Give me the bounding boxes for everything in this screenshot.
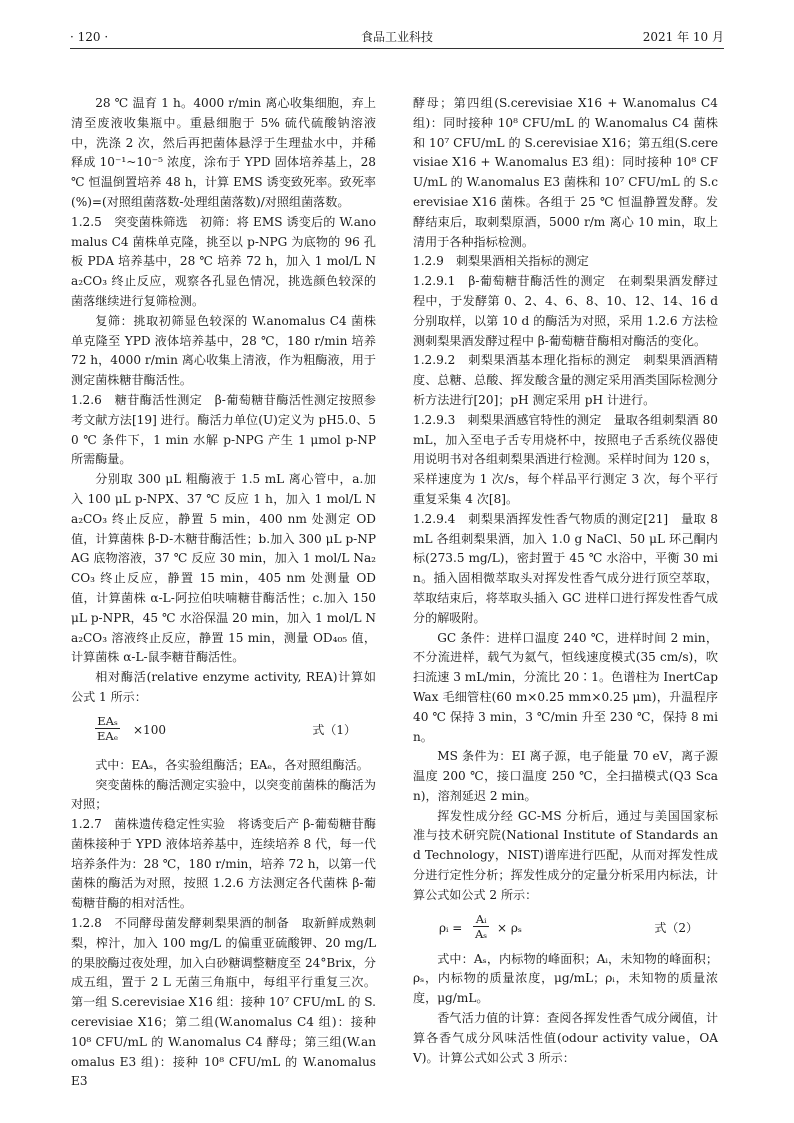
paragraph: MS 条件为：EI 离子源，电子能量 70 eV，离子源温度 200 ℃，接口温度 250 ℃，全扫描模式(Q3 Scan)，溶剂延迟 2 min。 [413,749,718,803]
numerator: EAₛ [95,714,120,729]
formula-2 [413,908,718,948]
numerator: Aᵢ [473,912,489,927]
section-1-2-9-2: 1.2.9.2 刺梨果酒基本理化指标的测定 刺梨果酒酒精度、总糖、总酸、挥发酸含量的测定采用酒类国际检测分析方法进行[20]；pH 测定采用 pH 计进行。 [413,353,718,407]
multiplier: × ρₛ [497,920,522,935]
page-number: · 120 · [70,30,109,44]
fraction [95,714,120,743]
paragraph: 相对酶活(relative enzyme activity, REA)计算如公式 1 所示： [71,670,376,704]
equation-number: 式（2） [654,920,698,935]
fraction [473,912,489,941]
issue-date: 2021 年 10 月 [642,30,724,44]
paragraph: 酵母；第四组(S.cerevisiae X16 + W.anomalus C4 组)：同时接种 10⁸ CFU/mL 的 W.anomalus C4 菌株和 10⁷ CFU/mL 的 S.cerevisiae X16；第五组(S.cerevisiae X16 + W.anomalus E3 组)：同时接种 10⁸ CFU/mL 的 W.anomalus E3 菌株和 10⁷ CFU/mL 的 S.cerevisiae X16 菌株。各组于 25 ℃ 恒温静置发酵。发酵结束后，取刺梨原酒，5000 r/m 离心 10 min，取上清用于各种指标检测。 [413,96,718,249]
paragraph: 分别取 300 μL 粗酶液于 1.5 mL 离心管中，a.加入 100 μL p-NPX、37 ℃ 反应 1 h，加入 1 mol/L Na₂CO₃ 终止反应，静置 5 min，400 nm 处测定 OD 值，计算菌株 β-D-木糖苷酶活性；b.加入 300 μL p-NPAG 底物溶液，37 ℃ 反应 30 min，加入 1 mol/L Na₂CO₃ 终止反应，静置 15 min，405 nm 处测量 OD 值，计算菌株 α-L-阿拉伯呋喃糖苷酶活性；c.加入 150 μL p-NPR，45 ℃ 水浴保温 20 min，加入 1 mol/L Na₂CO₃ 溶液终止反应，静置 15 min，测量 OD₄₀₅ 值，计算菌株 α-L-鼠李糖苷酶活性。 [71,472,376,665]
paragraph: 挥发性成分经 GC-MS 分析后，通过与美国国家标准与技术研究院(National Institute of Standards and Technology，NIST)谱库进行匹配，从而对挥发性成分进行定性分析；挥发性成分的定量分析采用内标法，计算公式如公式 2 所示： [413,808,718,902]
section-1-2-7: 1.2.7 菌株遗传稳定性实验 将诱变后产 β-葡萄糖苷酶菌株接种于 YPD 液体培养基中，连续培养 8 代，每一代培养条件为：28 ℃，180 r/min，培养 72 h，以第一代菌株的酶活为对照，按照 1.2.6 方法测定各代菌株 β-葡萄糖苷酶的相对活性。 [71,817,376,911]
equation-number: 式（1） [312,722,356,737]
left-column [71,94,376,1092]
paragraph: GC 条件：进样口温度 240 ℃，进样时间 2 min，不分流进样，载气为氦气，恒线速度模式(35 cm/s)，吹扫流速 3 mL/min，分流比 20∶1。色谱柱为 InertCap Wax 毛细管柱(60 m×0.25 mm×0.25 μm)，升温程序 40 ℃ 保持 3 min，3 ℃/min 升至 230 ℃，保持 8 min。 [413,630,718,744]
section-1-2-5: 1.2.5 突变菌株筛选 初筛：将 EMS 诱变后的 W.anomalus C4 菌株单克隆，挑至以 p-NPG 为底物的 96 孔板 PDA 培养基中，28 ℃ 培养 72 h，加入 1 mol/L Na₂CO₃ 终止反应，观察各孔显色情况，挑选颜色较深的菌落继续进行复筛检测。 [71,214,376,308]
formula-1 [71,710,376,754]
denominator: EAₑ [97,728,119,743]
right-column [413,94,718,1068]
section-1-2-8: 1.2.8 不同酵母菌发酵刺梨果酒的制备 取新鲜成熟刺梨，榨汁，加入 100 mg/L 的偏重亚硫酸钾、20 mg/L 的果胶酶过夜处理，加入白砂糖调整糖度至 24°Brix，分成五组，置于 2 L 无菌三角瓶中，每组平行重复三次。第一组 S.cerevisiae X16 组：接种 10⁷ CFU/mL 的 S.cerevisiae X16；第二组(W.anomalus C4 组)：接种 10⁸ CFU/mL 的 W.anomalus C4 酵母；第三组(W.anomalus E3 组)：接种 10⁸ CFU/mL 的 W.anomalus E3 [71,916,376,1089]
multiplier: ×100 [133,722,166,737]
paragraph: 复筛：挑取初筛显色较深的 W.anomalus C4 菌株单克隆至 YPD 液体培养基中，28 ℃，180 r/min 培养 72 h，4000 r/min 离心收集上清液，作为粗酶液，用于测定菌株糖苷酶活性。 [71,313,376,388]
section-1-2-9-3: 1.2.9.3 刺梨果酒感官特性的测定 量取各组刺梨酒 80 mL，加入至电子舌专用烧杯中，按照电子舌系统仪器使用说明书对各组刺梨果酒进行检测。采样时间为 120 s，采样速度为 1 次/s，每个样品平行测定 3 次，每个平行重复采集 4 次[8]。 [413,412,718,506]
paragraph: 香气活力值的计算：查阅各挥发性香气成分阈值，计算各香气成分风味活性值(odour activity value，OAV)。计算公式如公式 3 所示： [413,1011,718,1065]
journal-name: 食品工业科技 [360,30,433,44]
paragraph: 式中：EAₛ，各实验组酶活；EAₑ，各对照组酶活。 [95,757,369,772]
running-header [70,26,724,49]
formula-lhs: ρᵢ = [439,920,463,935]
section-1-2-6: 1.2.6 糖苷酶活性测定 β-葡萄糖苷酶活性测定按照参考文献方法[19] 进行。酶活力单位(U)定义为 pH5.0、50 ℃ 条件下，1 min 水解 p-NPG 产生 1 μmol p-NP 所需酶量。 [71,392,376,467]
section-1-2-9-1: 1.2.9.1 β-葡萄糖苷酶活性的测定 在刺梨果酒发酵过程中，于发酵第 0、2、4、6、8、10、12、14、16 d 分别取样，以第 10 d 的酶活为对照，采用 1.2.6 方法检测刺梨果酒发酵过程中 β-葡萄糖苷酶相对酶活的变化。 [413,274,718,348]
paragraph: 式中：Aₛ，内标物的峰面积；Aᵢ，未知物的峰面积；ρₛ，内标物的质量浓度，μg/mL；ρᵢ，未知物的质量浓度，μg/mL。 [413,951,718,1006]
section-1-2-9: 1.2.9 刺梨果酒相关指标的测定 [413,254,589,269]
section-1-2-9-4: 1.2.9.4 刺梨果酒挥发性香气物质的测定[21] 量取 8 mL 各组刺梨果酒，加入 1.0 g NaCl、50 μL 环己酮内标(273.5 mg/L)，密封置于 45 ℃ 水浴中，平衡 30 min。插入固相微萃取头对挥发性香气成分进行顶空萃取，萃取结束后，将萃取头插入 GC 进样口进行挥发性香气成分的解吸附。 [413,511,718,625]
paragraph: 28 ℃ 温育 1 h。4000 r/min 离心收集细胞，弃上清至废液收集瓶中。重悬细胞于 5% 硫代硫酸钠溶液中，洗涤 2 次，然后再把菌体悬浮于生理盐水中，并稀释成 10⁻¹~10⁻⁵ 浓度，涂布于 YPD 固体培养基上，28 ℃ 恒温倒置培养 48 h，计算 EMS 诱变致死率。致死率(%)=(对照组菌落数-处理组菌落数)/对照组菌落数。 [71,96,376,209]
paragraph: 突变菌株的酶活测定实验中，以突变前菌株的酶活为对照； [71,777,376,812]
denominator: Aₛ [475,926,488,941]
